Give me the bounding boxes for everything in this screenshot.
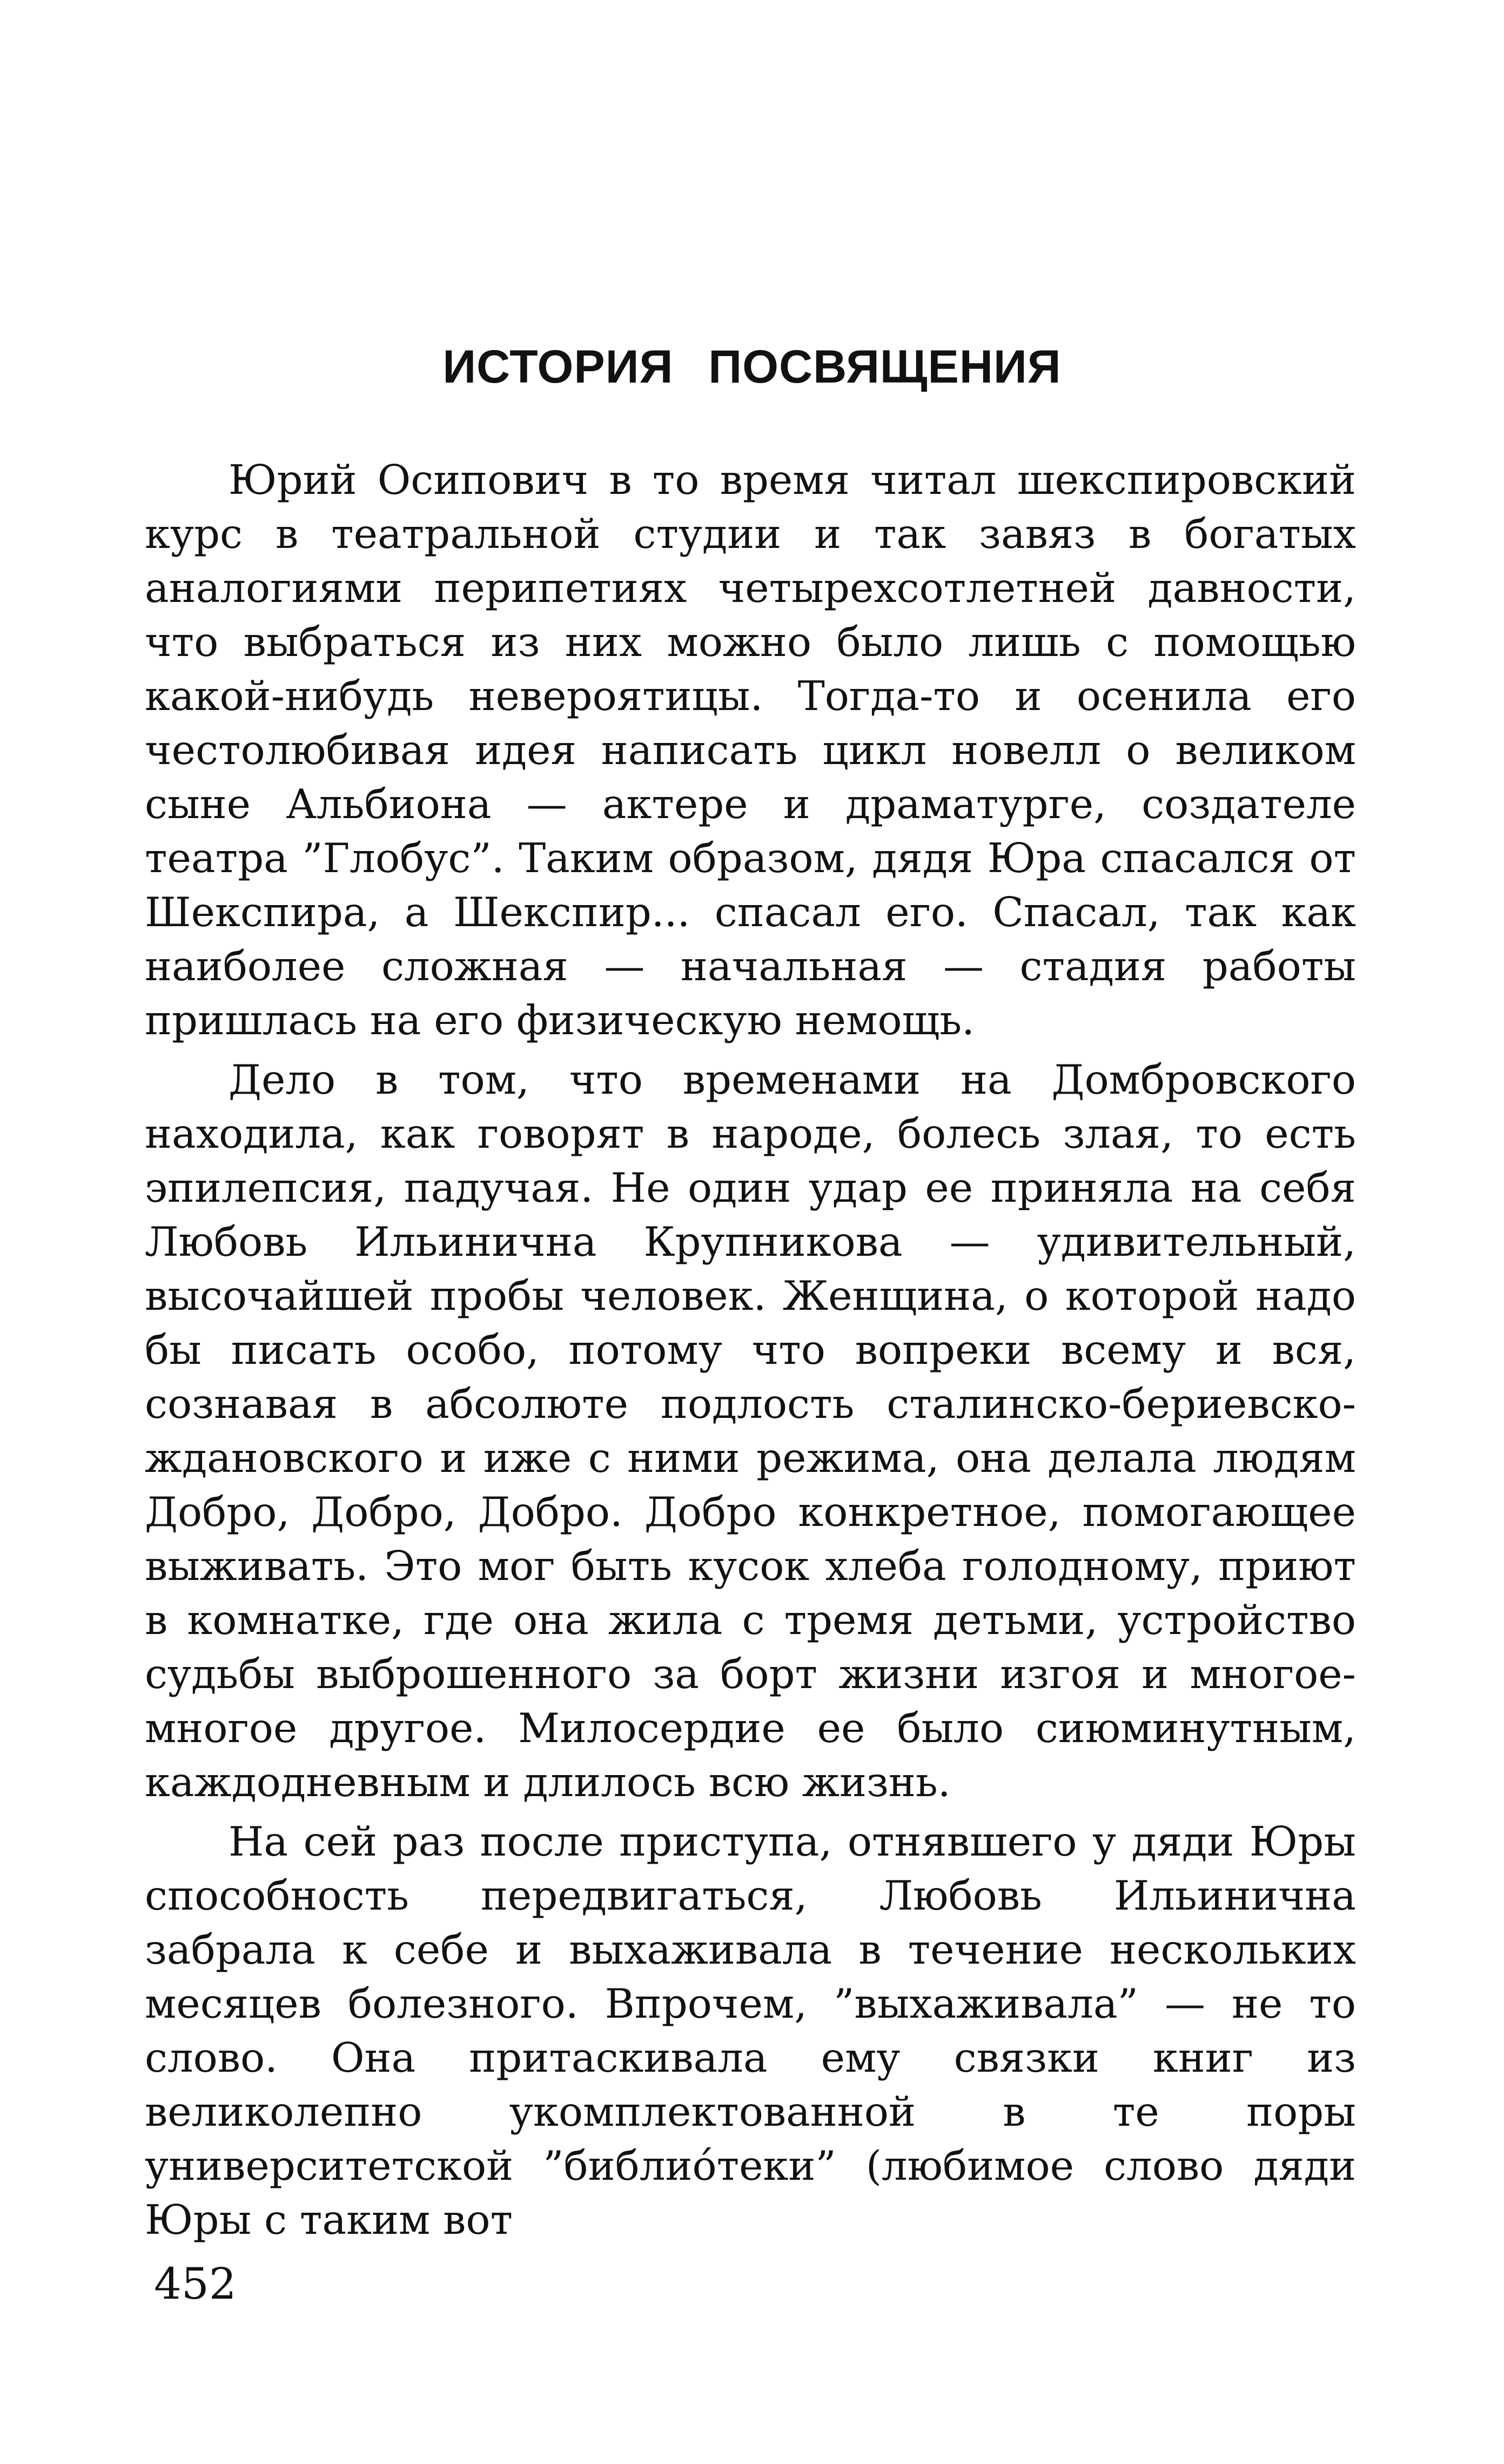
paragraph-3: На сей раз после приступа, отнявшего у дяди Юры способность передвигаться, Любовь Ильинична забрала к себе и выхаживала в течение нескольких месяцев болезного. Впрочем, ”выхаживала” — не то слово. Она притаскивала ему связки книг из великолепно укомплектованной в те поры университетской ”библиóтеки” (любимое слово дяди Юры с таким вот bbox=[145, 1818, 1356, 2244]
paragraph-2: Дело в том, что временами на Домбровского находила, как говорят в народе, болесь злая, то есть эпилепсия, падучая. Не один удар ее приняла на себя Любовь Ильинична Крупникова — удивительный, высочайшей пробы человек. Женщина, о которой надо бы писать особо, потому что вопреки всему и вся, сознавая в абсолюте подлость сталинско-бериевско-ждановского и иже с ними режима, она делала людям Добро, Добро, Добро. Добро конкретное, помогающее выживать. Это мог быть кусок хлеба голодному, приют в комнатке, где она жила с тремя детьми, устройство судьбы выброшенного за борт жизни изгоя и многое-многое другое. Милосердие ее было сиюминутным, каждодневным и длилось всю жизнь. bbox=[145, 1056, 1356, 1806]
paragraph-1: Юрий Осипович в то время читал шекспировский курс в театральной студии и так завяз в богатых аналогиями перипетиях четырехсотлетней давности, что выбраться из них можно было лишь с помощью какой-нибудь невероятицы. Тогда-то и осенила его честолюбивая идея написать цикл новелл о великом сыне Альбиона — актере и драматурге, создателе театра ”Глобус”. Таким образом, дядя Юра спасался от Шекспира, а Шекспир... спасал его. Спасал, так как наиболее сложная — начальная — стадия работы пришлась на его физическую немощь. bbox=[145, 456, 1356, 1044]
page-number: 452 bbox=[154, 2259, 237, 2309]
body-text bbox=[145, 453, 1356, 2252]
chapter-title: ИСТОРИЯ ПОСВЯЩЕНИЯ bbox=[442, 341, 1062, 393]
